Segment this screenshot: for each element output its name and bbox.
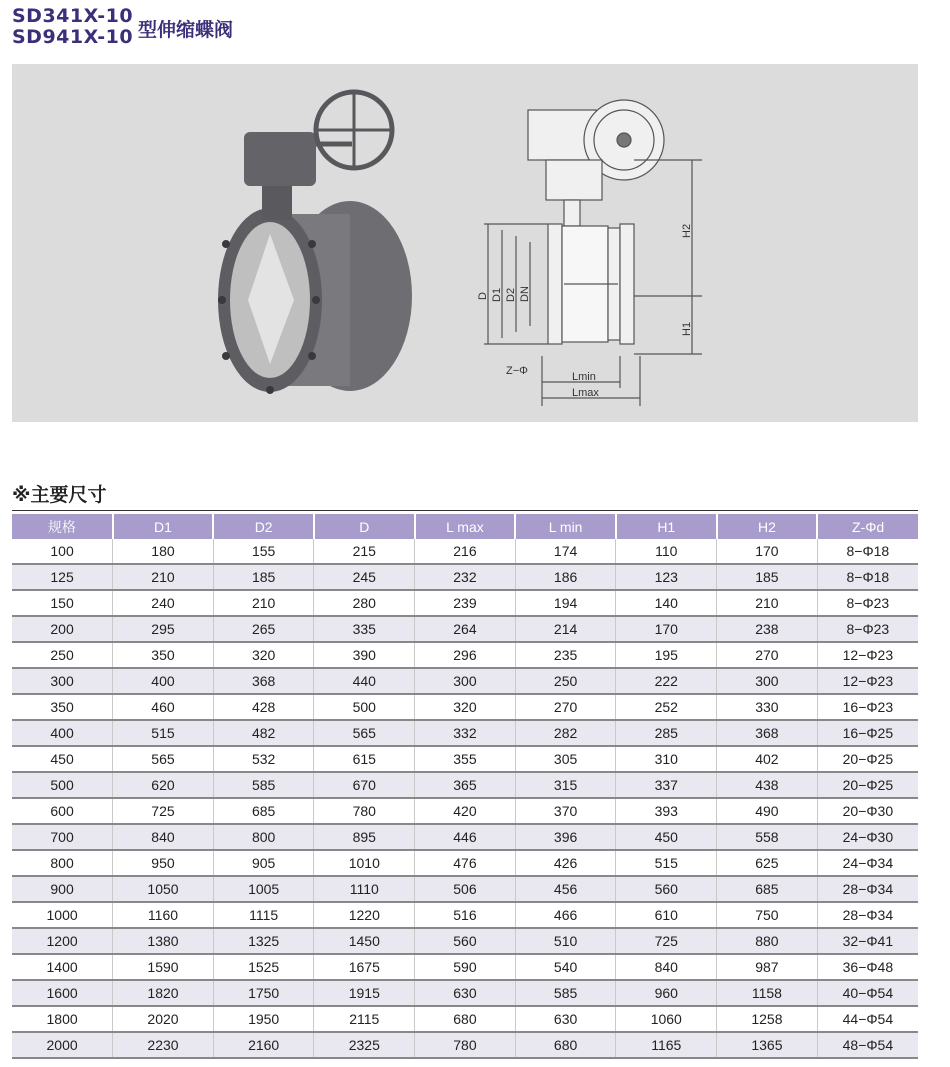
table-cell: 216 xyxy=(415,539,516,564)
table-cell: 48−Φ54 xyxy=(817,1032,918,1058)
product-image-panel xyxy=(12,64,918,422)
table-cell: 12−Φ23 xyxy=(817,668,918,694)
table-cell: 40−Φ54 xyxy=(817,980,918,1006)
table-cell: 285 xyxy=(616,720,717,746)
table-cell: 1450 xyxy=(314,928,415,954)
table-cell: 335 xyxy=(314,616,415,642)
valve-photo xyxy=(218,92,412,394)
table-cell: 305 xyxy=(515,746,616,772)
table-cell: 516 xyxy=(415,902,516,928)
table-cell: 466 xyxy=(515,902,616,928)
table-cell: 12−Φ23 xyxy=(817,642,918,668)
table-cell: 625 xyxy=(717,850,818,876)
table-cell: 20−Φ25 xyxy=(817,746,918,772)
table-cell: 210 xyxy=(717,590,818,616)
label-d1: D1 xyxy=(491,287,503,302)
table-cell: 2325 xyxy=(314,1032,415,1058)
table-cell: 16−Φ23 xyxy=(817,694,918,720)
table-cell: 282 xyxy=(515,720,616,746)
table-cell: 155 xyxy=(213,539,314,564)
table-cell: 585 xyxy=(515,980,616,1006)
table-cell: 510 xyxy=(515,928,616,954)
table-cell: 250 xyxy=(12,642,113,668)
table-cell: 393 xyxy=(616,798,717,824)
table-cell: 565 xyxy=(314,720,415,746)
table-cell: 585 xyxy=(213,772,314,798)
table-row xyxy=(12,668,918,694)
table-cell: 222 xyxy=(616,668,717,694)
table-cell: 440 xyxy=(314,668,415,694)
column-header: D2 xyxy=(213,514,314,539)
table-cell: 950 xyxy=(113,850,214,876)
column-header: H2 xyxy=(717,514,818,539)
table-cell: 840 xyxy=(616,954,717,980)
table-cell: 295 xyxy=(113,616,214,642)
table-cell: 20−Φ30 xyxy=(817,798,918,824)
table-cell: 1005 xyxy=(213,876,314,902)
table-cell: 1160 xyxy=(113,902,214,928)
table-cell: 150 xyxy=(12,590,113,616)
table-cell: 1675 xyxy=(314,954,415,980)
table-cell: 565 xyxy=(113,746,214,772)
table-cell: 560 xyxy=(415,928,516,954)
table-cell: 725 xyxy=(616,928,717,954)
table-cell: 240 xyxy=(113,590,214,616)
table-cell: 195 xyxy=(616,642,717,668)
table-cell: 1158 xyxy=(717,980,818,1006)
table-row xyxy=(12,798,918,824)
table-cell: 32−Φ41 xyxy=(817,928,918,954)
table-cell: 725 xyxy=(113,798,214,824)
table-row xyxy=(12,564,918,590)
table-cell: 170 xyxy=(717,539,818,564)
table-row xyxy=(12,590,918,616)
table-cell: 215 xyxy=(314,539,415,564)
dimensions-table xyxy=(12,514,918,1059)
table-cell: 800 xyxy=(213,824,314,850)
table-cell: 16−Φ25 xyxy=(817,720,918,746)
table-row xyxy=(12,642,918,668)
table-cell: 515 xyxy=(113,720,214,746)
table-cell: 300 xyxy=(717,668,818,694)
table-cell: 1365 xyxy=(717,1032,818,1058)
table-cell: 36−Φ48 xyxy=(817,954,918,980)
label-lmax: Lmax xyxy=(572,387,599,399)
table-cell: 1060 xyxy=(616,1006,717,1032)
table-row xyxy=(12,772,918,798)
column-header: L max xyxy=(415,514,516,539)
table-cell: 123 xyxy=(616,564,717,590)
table-cell: 476 xyxy=(415,850,516,876)
table-cell: 320 xyxy=(213,642,314,668)
table-cell: 1115 xyxy=(213,902,314,928)
table-cell: 600 xyxy=(12,798,113,824)
table-cell: 1010 xyxy=(314,850,415,876)
table-cell: 420 xyxy=(415,798,516,824)
table-cell: 1400 xyxy=(12,954,113,980)
table-cell: 615 xyxy=(314,746,415,772)
table-row xyxy=(12,850,918,876)
table-cell: 368 xyxy=(717,720,818,746)
table-row xyxy=(12,824,918,850)
table-cell: 446 xyxy=(415,824,516,850)
table-row xyxy=(12,720,918,746)
table-cell: 1110 xyxy=(314,876,415,902)
table-cell: 296 xyxy=(415,642,516,668)
table-cell: 506 xyxy=(415,876,516,902)
table-cell: 185 xyxy=(717,564,818,590)
table-row xyxy=(12,902,918,928)
table-cell: 630 xyxy=(515,1006,616,1032)
table-cell: 174 xyxy=(515,539,616,564)
table-cell: 560 xyxy=(616,876,717,902)
table-cell: 1200 xyxy=(12,928,113,954)
table-cell: 482 xyxy=(213,720,314,746)
table-cell: 337 xyxy=(616,772,717,798)
table-cell: 170 xyxy=(616,616,717,642)
table-cell: 300 xyxy=(12,668,113,694)
section-heading: ※主要尺寸 xyxy=(12,484,107,506)
table-cell: 500 xyxy=(314,694,415,720)
column-header: 规格 xyxy=(12,514,113,539)
table-cell: 700 xyxy=(12,824,113,850)
column-header: D1 xyxy=(113,514,214,539)
table-cell: 438 xyxy=(717,772,818,798)
table-cell: 332 xyxy=(415,720,516,746)
table-cell: 238 xyxy=(717,616,818,642)
table-cell: 315 xyxy=(515,772,616,798)
table-cell: 250 xyxy=(515,668,616,694)
table-cell: 24−Φ34 xyxy=(817,850,918,876)
table-cell: 450 xyxy=(616,824,717,850)
table-cell: 490 xyxy=(717,798,818,824)
table-cell: 100 xyxy=(12,539,113,564)
table-cell: 895 xyxy=(314,824,415,850)
table-cell: 235 xyxy=(515,642,616,668)
table-cell: 1950 xyxy=(213,1006,314,1032)
table-cell: 140 xyxy=(616,590,717,616)
table-cell: 8−Φ23 xyxy=(817,590,918,616)
heading-rule xyxy=(12,510,918,511)
model-numbers xyxy=(12,6,133,48)
table-cell: 515 xyxy=(616,850,717,876)
table-body xyxy=(12,539,918,1058)
table-cell: 310 xyxy=(616,746,717,772)
table-cell: 365 xyxy=(415,772,516,798)
table-row xyxy=(12,539,918,564)
table-cell: 800 xyxy=(12,850,113,876)
table-cell: 210 xyxy=(113,564,214,590)
table-cell: 1165 xyxy=(616,1032,717,1058)
table-cell: 194 xyxy=(515,590,616,616)
table-cell: 400 xyxy=(113,668,214,694)
table-cell: 685 xyxy=(717,876,818,902)
table-cell: 1820 xyxy=(113,980,214,1006)
model-line-2: SD941X-10 xyxy=(12,26,134,48)
table-cell: 28−Φ34 xyxy=(817,876,918,902)
table-cell: 400 xyxy=(12,720,113,746)
table-cell: 44−Φ54 xyxy=(817,1006,918,1032)
table-cell: 987 xyxy=(717,954,818,980)
table-row xyxy=(12,746,918,772)
table-cell: 1220 xyxy=(314,902,415,928)
table-cell: 680 xyxy=(415,1006,516,1032)
column-header: D xyxy=(314,514,415,539)
table-cell: 330 xyxy=(717,694,818,720)
table-cell: 24−Φ30 xyxy=(817,824,918,850)
product-title xyxy=(12,5,234,48)
technical-drawing xyxy=(484,100,702,406)
table-cell: 960 xyxy=(616,980,717,1006)
table-cell: 1590 xyxy=(113,954,214,980)
table-cell: 8−Φ23 xyxy=(817,616,918,642)
table-cell: 500 xyxy=(12,772,113,798)
table-header-row xyxy=(12,514,918,539)
table-row xyxy=(12,928,918,954)
table-cell: 368 xyxy=(213,668,314,694)
table-cell: 2020 xyxy=(113,1006,214,1032)
table-cell: 558 xyxy=(717,824,818,850)
table-cell: 280 xyxy=(314,590,415,616)
table-cell: 264 xyxy=(415,616,516,642)
column-header: Z-Φd xyxy=(817,514,918,539)
label-d: D xyxy=(477,292,489,300)
table-cell: 680 xyxy=(515,1032,616,1058)
table-cell: 540 xyxy=(515,954,616,980)
table-cell: 780 xyxy=(415,1032,516,1058)
table-cell: 252 xyxy=(616,694,717,720)
table-cell: 200 xyxy=(12,616,113,642)
table-row xyxy=(12,694,918,720)
table-cell: 670 xyxy=(314,772,415,798)
label-lmin: Lmin xyxy=(572,371,596,383)
table-cell: 426 xyxy=(515,850,616,876)
label-d2: D2 xyxy=(505,287,517,302)
label-h1: H1 xyxy=(681,321,693,336)
table-cell: 1750 xyxy=(213,980,314,1006)
table-cell: 350 xyxy=(113,642,214,668)
table-cell: 270 xyxy=(515,694,616,720)
table-cell: 214 xyxy=(515,616,616,642)
table-cell: 370 xyxy=(515,798,616,824)
label-dn: DN xyxy=(519,286,531,302)
table-cell: 232 xyxy=(415,564,516,590)
table-cell: 1050 xyxy=(113,876,214,902)
table-cell: 185 xyxy=(213,564,314,590)
table-cell: 239 xyxy=(415,590,516,616)
table-cell: 1258 xyxy=(717,1006,818,1032)
table-cell: 900 xyxy=(12,876,113,902)
label-z-phi: Z−Φ xyxy=(506,365,528,377)
table-cell: 245 xyxy=(314,564,415,590)
table-cell: 532 xyxy=(213,746,314,772)
table-cell: 390 xyxy=(314,642,415,668)
table-cell: 28−Φ34 xyxy=(817,902,918,928)
table-cell: 880 xyxy=(717,928,818,954)
product-type: 型伸缩蝶阀 xyxy=(138,19,234,41)
table-cell: 8−Φ18 xyxy=(817,564,918,590)
table-cell: 402 xyxy=(717,746,818,772)
label-h2: H2 xyxy=(681,223,693,238)
table-cell: 456 xyxy=(515,876,616,902)
table-cell: 590 xyxy=(415,954,516,980)
model-line-1: SD341X-10 xyxy=(12,5,134,27)
table-cell: 110 xyxy=(616,539,717,564)
table-cell: 396 xyxy=(515,824,616,850)
table-cell: 355 xyxy=(415,746,516,772)
table-cell: 186 xyxy=(515,564,616,590)
table-cell: 210 xyxy=(213,590,314,616)
product-illustrations xyxy=(12,64,918,422)
table-row xyxy=(12,980,918,1006)
table-cell: 428 xyxy=(213,694,314,720)
table-row xyxy=(12,616,918,642)
table-cell: 2230 xyxy=(113,1032,214,1058)
table-cell: 1525 xyxy=(213,954,314,980)
table-cell: 270 xyxy=(717,642,818,668)
table-cell: 2115 xyxy=(314,1006,415,1032)
table-cell: 685 xyxy=(213,798,314,824)
table-cell: 450 xyxy=(12,746,113,772)
table-cell: 1380 xyxy=(113,928,214,954)
table-cell: 840 xyxy=(113,824,214,850)
table-row xyxy=(12,876,918,902)
column-header: L min xyxy=(515,514,616,539)
column-header: H1 xyxy=(616,514,717,539)
table-row xyxy=(12,1006,918,1032)
table-cell: 265 xyxy=(213,616,314,642)
table-cell: 780 xyxy=(314,798,415,824)
table-cell: 630 xyxy=(415,980,516,1006)
table-cell: 1800 xyxy=(12,1006,113,1032)
table-cell: 905 xyxy=(213,850,314,876)
table-cell: 1600 xyxy=(12,980,113,1006)
table-cell: 300 xyxy=(415,668,516,694)
table-cell: 750 xyxy=(717,902,818,928)
table-cell: 610 xyxy=(616,902,717,928)
table-cell: 2000 xyxy=(12,1032,113,1058)
table-cell: 460 xyxy=(113,694,214,720)
table-row xyxy=(12,1032,918,1058)
table-cell: 620 xyxy=(113,772,214,798)
table-cell: 350 xyxy=(12,694,113,720)
table-cell: 1325 xyxy=(213,928,314,954)
table-cell: 125 xyxy=(12,564,113,590)
table-cell: 2160 xyxy=(213,1032,314,1058)
table-cell: 8−Φ18 xyxy=(817,539,918,564)
table-cell: 320 xyxy=(415,694,516,720)
table-cell: 1000 xyxy=(12,902,113,928)
table-cell: 180 xyxy=(113,539,214,564)
table-row xyxy=(12,954,918,980)
table-cell: 20−Φ25 xyxy=(817,772,918,798)
table-cell: 1915 xyxy=(314,980,415,1006)
